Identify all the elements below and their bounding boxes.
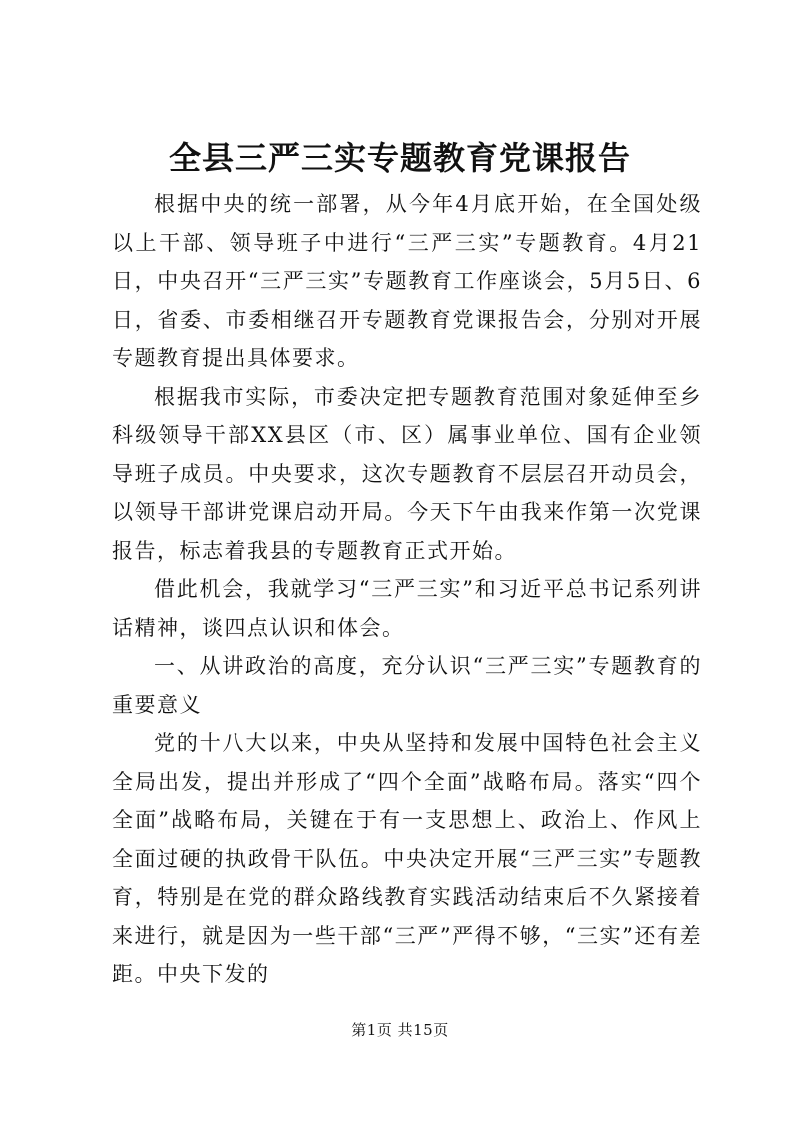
document-title: 全县三严三实专题教育党课报告 <box>168 139 631 177</box>
document-body <box>112 185 702 994</box>
paragraph-4: 党的十八大以来，中央从坚持和发展中国特色社会主义全局出发，提出并形成了“四个全面”战略布局。落实“四个全面”战略布局，关键在于有一支思想上、政治上、作风上全面过硬的执政骨干队伍。中央决定开展“三严三实”专题教育，特别是在党的群众路线教育实践活动结束后不久紧接着来进行，就是因为一些干部“三严”严得不够，“三实”还有差距。中央下发的 <box>112 731 702 986</box>
page-footer: 第1页 共15页 <box>351 1021 449 1039</box>
paragraph-2: 根据我市实际，市委决定把专题教育范围对象延伸至乡科级领导干部XX县区（市、区）属事业单位、国有企业领导班子成员。中央要求，这次专题教育不层层召开动员会，以领导干部讲党课启动开局。今天下午由我来作第一次党课报告，标志着我县的专题教育正式开始。 <box>112 384 702 563</box>
paragraph-3: 借此机会，我就学习“三严三实”和习近平总书记系列讲话精神，谈四点认识和体会。 <box>112 577 702 640</box>
section-heading-1: 一、从讲政治的高度，充分认识“三严三实”专题教育的重要意义 <box>112 654 702 717</box>
paragraph-1: 根据中央的统一部署，从今年4月底开始，在全国处级以上干部、领导班子中进行“三严三实”专题教育。4月21日，中央召开“三严三实”专题教育工作座谈会，5月5日、6日，省委、市委相继召开专题教育党课报告会，分别对开展专题教育提出具体要求。 <box>112 192 702 370</box>
